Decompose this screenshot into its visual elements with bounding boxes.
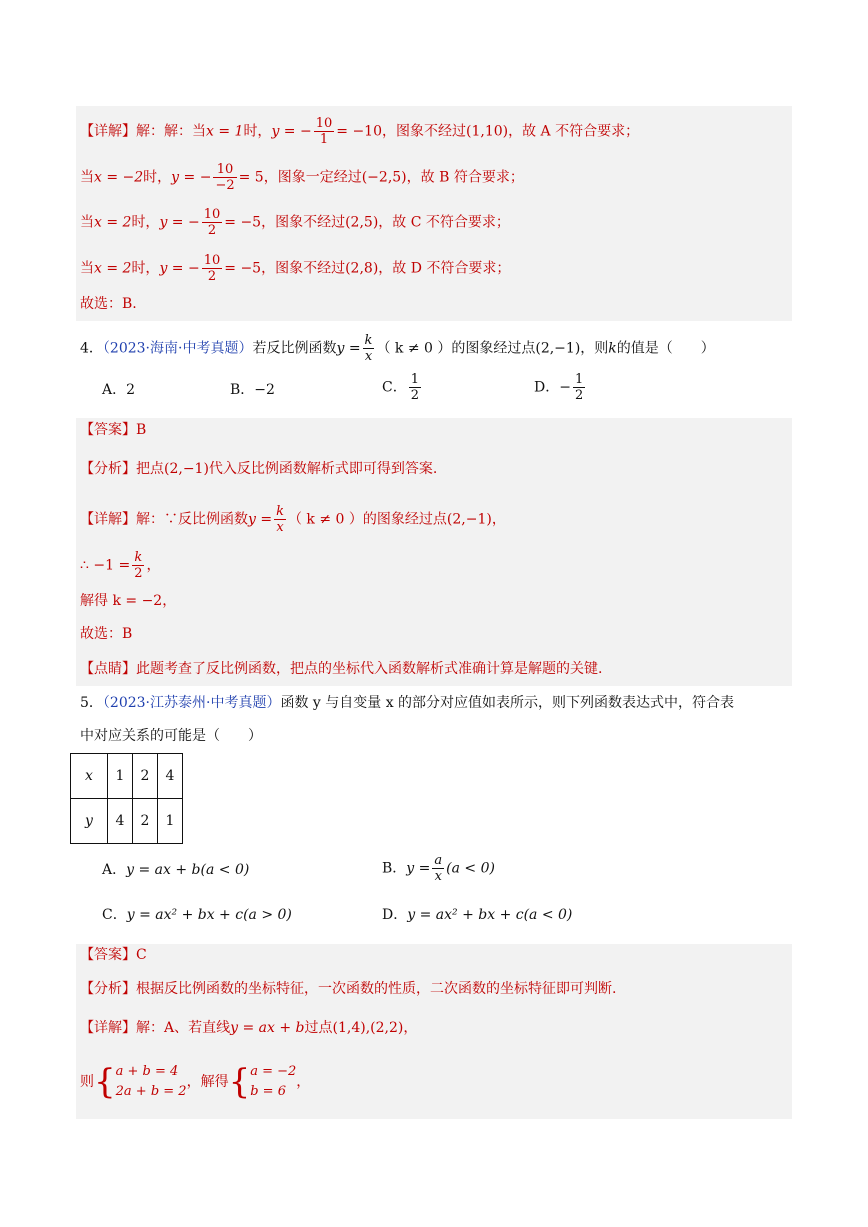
q5-analysis: 【分析】根据反比例函数的坐标特征，一次函数的性质，二次函数的坐标特征即可判断.	[80, 981, 617, 997]
fraction: $\frac{10}{2}$	[203, 207, 221, 238]
table-row: y 4 2 1	[71, 799, 183, 844]
q4-source: （2023·海南·中考真题）	[102, 340, 253, 357]
brace-icon: {	[228, 1062, 251, 1102]
q5-source: （2023·江苏泰州·中考真题）	[102, 695, 281, 711]
q5-stem-line2: 中对应关系的可能是（ ）	[80, 728, 262, 744]
fraction: $\frac{10}{1}$	[315, 116, 333, 147]
fraction: $\frac{k}{x}$	[364, 333, 373, 364]
detail-q3-line3: 当x = 2时，y = − $\frac{10}{2}$ = −5，图象不经过(2,5)，故 C 不符合要求；	[80, 207, 510, 238]
q5-option-d[interactable]: D．y = ax² + bx + c(a < 0)	[382, 907, 573, 923]
detail-tag: 【详解】	[80, 123, 136, 140]
q4-answer: 【答案】B	[80, 422, 147, 438]
fraction: $\frac{10}{2}$	[203, 253, 221, 284]
detail-q3-line2: 当x = −2时，y = − $\frac{10}{-2}$ = 5，图象一定经过(−2,5)，故 B 符合要求；	[80, 162, 524, 193]
fraction: $\frac{10}{-2}$	[215, 162, 235, 193]
q5-option-c[interactable]: C．y = ax² + bx + c(a > 0)	[102, 907, 292, 923]
q4-stem: 4．（2023·海南·中考真题）若反比例函数y = $\frac{k}{x}$ （ k ≠ 0 ）的图象经过点(2,−1)，则k的值是（ ）	[80, 333, 715, 364]
value-table	[70, 753, 183, 844]
q5-stem-line1: 5．（2023·江苏泰州·中考真题）函数 y 与自变量 x 的部分对应值如表所示，则下列函数表达式中，符合表	[80, 695, 735, 711]
q5-option-b[interactable]: B．y = $\frac{a}{x}$ (a < 0)	[382, 853, 495, 884]
q4-choice: 故选：B	[80, 626, 133, 642]
detail-q3-line1: 【详解】解：解：当x = 1时，y = − $\frac{10}{1}$ = −10，图象不经过(1,10)，故 A 不符合要求；	[80, 116, 640, 147]
q4-detail: 【详解】解：∵反比例函数y = $\frac{k}{x}$ （ k ≠ 0 ）的图象经过点(2,−1)，	[80, 504, 506, 535]
q4-option-d[interactable]: D．− $\frac{1}{2}$	[534, 372, 584, 403]
table-row: x 1 2 4	[71, 754, 183, 799]
q4-option-b[interactable]: B．−2	[230, 382, 275, 398]
q4-comment: 【点睛】此题考查了反比例函数，把点的坐标代入函数解析式准确计算是解题的关键.	[80, 661, 603, 677]
q4-analysis: 【分析】把点(2,−1)代入反比例函数解析式即可得到答案.	[80, 461, 438, 477]
q5-detail: 【详解】解：A、若直线y = ax + b过点(1,4),(2,2)，	[80, 1020, 418, 1036]
q4-step1: ∴ −1 = $\frac{k}{2}$ ，	[80, 550, 161, 581]
q4-option-a[interactable]: A．2	[102, 382, 136, 398]
brace-icon: {	[94, 1062, 116, 1102]
q4-option-c[interactable]: C． $\frac{1}{2}$	[382, 372, 419, 403]
q5-answer: 【答案】C	[80, 947, 147, 963]
detail-q3-choice: 故选：B.	[80, 296, 137, 312]
detail-q3-line4: 当x = 2时，y = − $\frac{10}{2}$ = −5，图象不经过(2,8)，故 D 不符合要求；	[80, 253, 511, 284]
q5-system: 则{ a + b = 4 2a + b = 2 ，解得{ a = −2 b = 6 ，	[80, 1062, 311, 1102]
q4-step2: 解得 k = −2，	[80, 593, 177, 609]
q5-option-a[interactable]: A．y = ax + b(a < 0)	[102, 862, 250, 878]
